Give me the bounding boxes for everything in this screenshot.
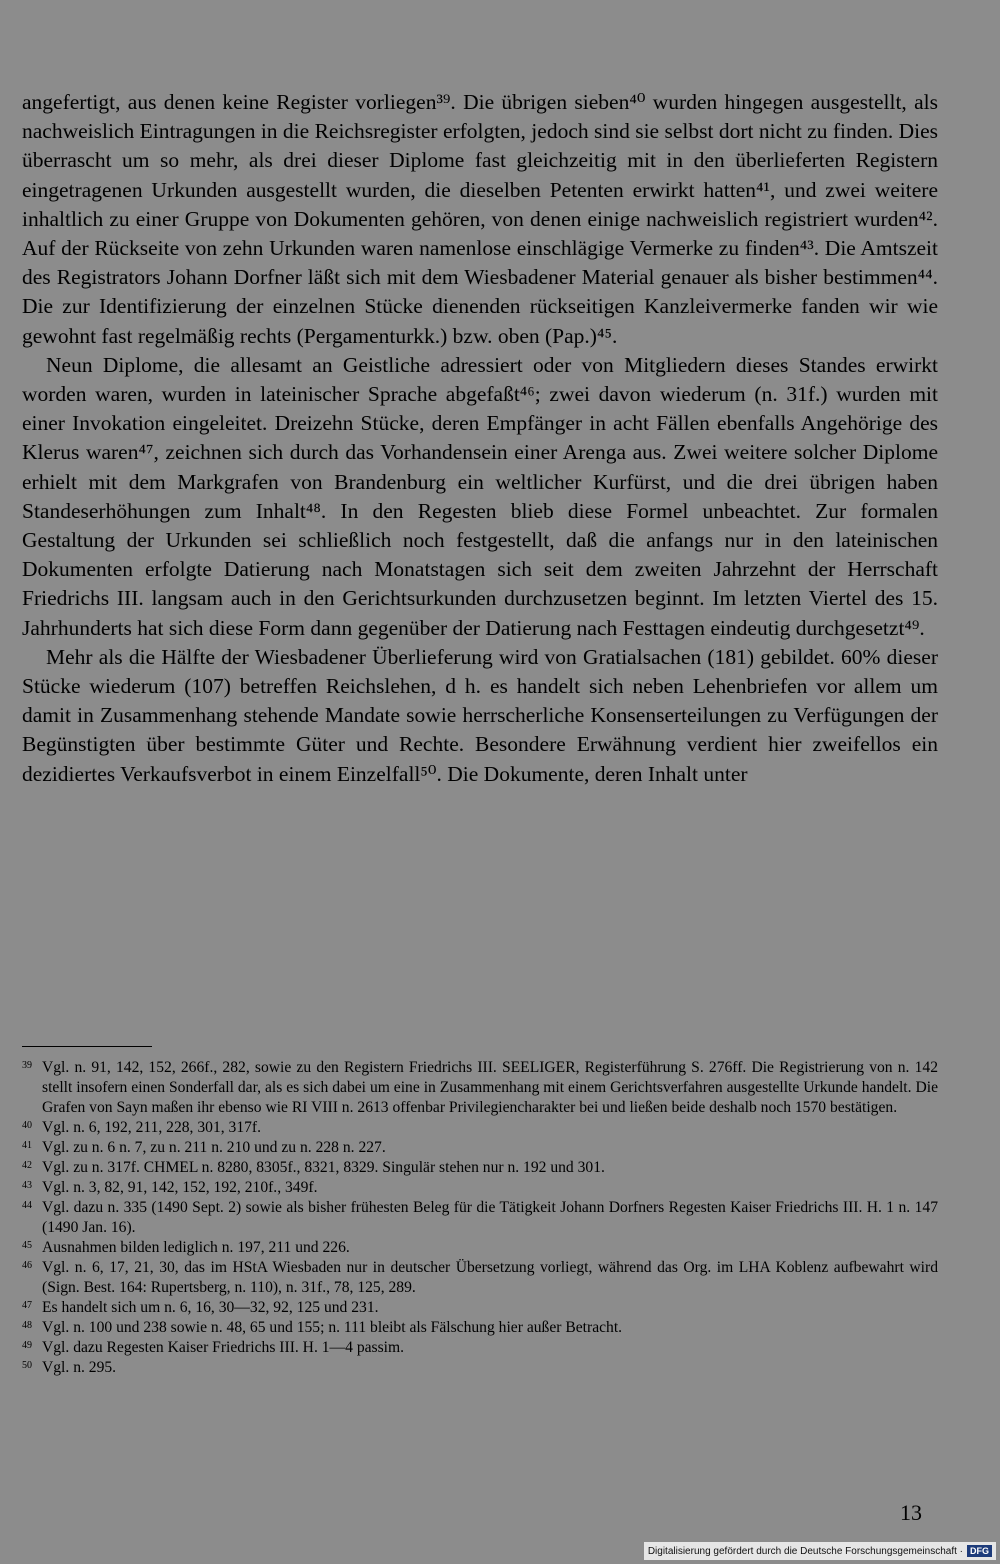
footnote-number: 44 — [22, 1200, 32, 1211]
footnote — [22, 1258, 938, 1298]
footnote-text: Vgl. n. 91, 142, 152, 266f., 282, sowie zu den Registern Friedrichs III. SEELIGER, Registerführung S. 276ff. Die Registrierung von n. 142 stellt insofern einen Sonderfall dar, als es sich dabei um eine in Zusammenhang mit einem Gerichtsverfahren ausgestellte Urkunde handelt. Die Grafen von Sayn maßen ihr ebenso wie RI VIII n. 2613 offenbar Privilegiencharakter bei und ließen beide deshalb noch 1570 bestätigen. — [42, 1059, 938, 1116]
footnote-text: Vgl. dazu Regesten Kaiser Friedrichs III. H. 1—4 passim. — [42, 1339, 405, 1356]
paragraph: angefertigt, aus denen keine Register vorliegen³⁹. Die übrigen sieben⁴⁰ wurden hingegen ausgestellt, als nachweislich Eintragungen in die Reichsregister erfolgten, jedoch sind sie selbst dort nicht zu finden. Dies überrascht um so mehr, als drei dieser Diplome fast gleichzeitig mit in den überlieferten Registern eingetragenen Urkunden ausgestellt wurden, die dieselben Petenten erwirkt hatten⁴¹, und zwei weitere inhaltlich zu einer Gruppe von Dokumenten gehören, von denen einige nachweislich registriert wurden⁴². Auf der Rückseite von zehn Urkunden waren namenlose einschlägige Vermerke zu finden⁴³. Die Amtszeit des Registrators Johann Dorfner läßt sich mit dem Wiesbadener Material genauer als bisher bestimmen⁴⁴. Die zur Identifizierung der einzelnen Stücke dienenden rückseitigen Kanzleivermerke fanden wir wie gewohnt fast regelmäßig rechts (Pergamenturkk.) bzw. oben (Pap.)⁴⁵. — [22, 90, 938, 348]
footnote — [22, 1298, 938, 1318]
footnote-number: 48 — [22, 1320, 32, 1331]
footnote — [22, 1338, 938, 1358]
footnote-separator — [22, 1046, 152, 1047]
footnote-text: Vgl. zu n. 317f. CHMEL n. 8280, 8305f., 8321, 8329. Singulär stehen nur n. 192 und 301. — [42, 1159, 605, 1176]
footnote-text: Vgl. n. 6, 17, 21, 30, das im HStA Wiesbaden nur in deutscher Übersetzung vorliegt, während das Org. im LHA Koblenz aufbewahrt wird (Sign. Best. 164: Rupertsberg, n. 110), n. 31f., 78, 125, 289. — [42, 1259, 938, 1296]
footnote-text: Vgl. zu n. 6 n. 7, zu n. 211 n. 210 und zu n. 228 n. 227. — [42, 1139, 386, 1156]
digitization-credit — [644, 1542, 996, 1560]
footnote — [22, 1198, 938, 1238]
footnote — [22, 1238, 938, 1258]
footnote-number: 47 — [22, 1300, 32, 1311]
footnote-number: 39 — [22, 1060, 32, 1071]
main-text — [22, 88, 938, 789]
footnote — [22, 1358, 938, 1378]
footnote-number: 45 — [22, 1240, 32, 1251]
paragraph: Neun Diplome, die allesamt an Geistliche adressiert oder von Mitgliedern dieses Standes erwirkt worden waren, wurden in lateinischer Sprache abgefaßt⁴⁶; zwei davon wiederum (n. 31f.) wurden mit einer Invokation eingeleitet. Dreizehn Stücke, deren Empfänger in acht Fällen ebenfalls Angehörige des Klerus waren⁴⁷, zeichnen sich durch das Vorhandensein einer Arenga aus. Zwei weitere solcher Diplome erhielt mit dem Markgrafen von Brandenburg ein weltlicher Kurfürst, und die drei übrigen haben Standeserhöhungen zum Inhalt⁴⁸. In den Regesten blieb diese Formel unbeachtet. Zur formalen Gestaltung der Urkunden sei schließlich noch festgestellt, daß die anfangs nur in den lateinischen Dokumenten erfolgte Datierung nach Monatstagen sich seit dem zweiten Jahrzehnt der Herrschaft Friedrichs III. langsam auch in den Gerichtsurkunden durchzusetzen beginnt. Im letzten Viertel des 15. Jahrhunderts hat sich diese Form dann gegenüber der Datierung nach Festtagen eindeutig durchgesetzt⁴⁹. — [22, 352, 938, 640]
footnote-text: Es handelt sich um n. 6, 16, 30—32, 92, 125 und 231. — [42, 1299, 379, 1316]
footnote-number: 42 — [22, 1160, 32, 1171]
footnote-number: 50 — [22, 1360, 32, 1371]
footnote — [22, 1318, 938, 1338]
footnotes — [22, 1058, 938, 1378]
footnote-text: Vgl. n. 6, 192, 211, 228, 301, 317f. — [42, 1119, 262, 1136]
page-number: 13 — [900, 1500, 922, 1525]
footnote — [22, 1158, 938, 1178]
dfg-logo-icon: DFG — [967, 1545, 992, 1557]
footnote-text: Vgl. n. 100 und 238 sowie n. 48, 65 und 155; n. 111 bleibt als Fälschung hier außer Betracht. — [42, 1319, 623, 1336]
paragraph: Mehr als die Hälfte der Wiesbadener Überlieferung wird von Gratialsachen (181) gebildet. 60% dieser Stücke wiederum (107) betreffen Reichslehen, d h. es handelt sich neben Lehenbriefen vor allem um damit in Zusammenhang stehende Mandate sowie herrscherliche Konsenserteilungen zu Verfügungen der Begünstigten über bestimmte Güter und Rechte. Besondere Erwähnung verdient hier zweifellos ein dezidiertes Verkaufsverbot in einem Einzelfall⁵⁰. Die Dokumente, deren Inhalt unter — [22, 644, 938, 786]
footnote — [22, 1058, 938, 1118]
footnote-text: Vgl. dazu n. 335 (1490 Sept. 2) sowie als bisher frühesten Beleg für die Tätigkeit Johann Dorfners Regesten Kaiser Friedrichs III. H. 1 n. 147 (1490 Jan. 16). — [42, 1199, 938, 1236]
footnote-number: 49 — [22, 1340, 32, 1351]
footnote-text: Ausnahmen bilden lediglich n. 197, 211 und 226. — [42, 1239, 350, 1256]
footnote-number: 40 — [22, 1120, 32, 1131]
footnote-number: 46 — [22, 1260, 32, 1271]
footnote-number: 41 — [22, 1140, 32, 1151]
footnote-number: 43 — [22, 1180, 32, 1191]
footnote — [22, 1118, 938, 1138]
footnote — [22, 1178, 938, 1198]
footnote-text: Vgl. n. 295. — [42, 1359, 117, 1376]
footnote-text: Vgl. n. 3, 82, 91, 142, 152, 192, 210f., 349f. — [42, 1179, 318, 1196]
credit-text: Digitalisierung gefördert durch die Deutsche Forschungsgemeinschaft · — [647, 1545, 963, 1557]
footnote — [22, 1138, 938, 1158]
